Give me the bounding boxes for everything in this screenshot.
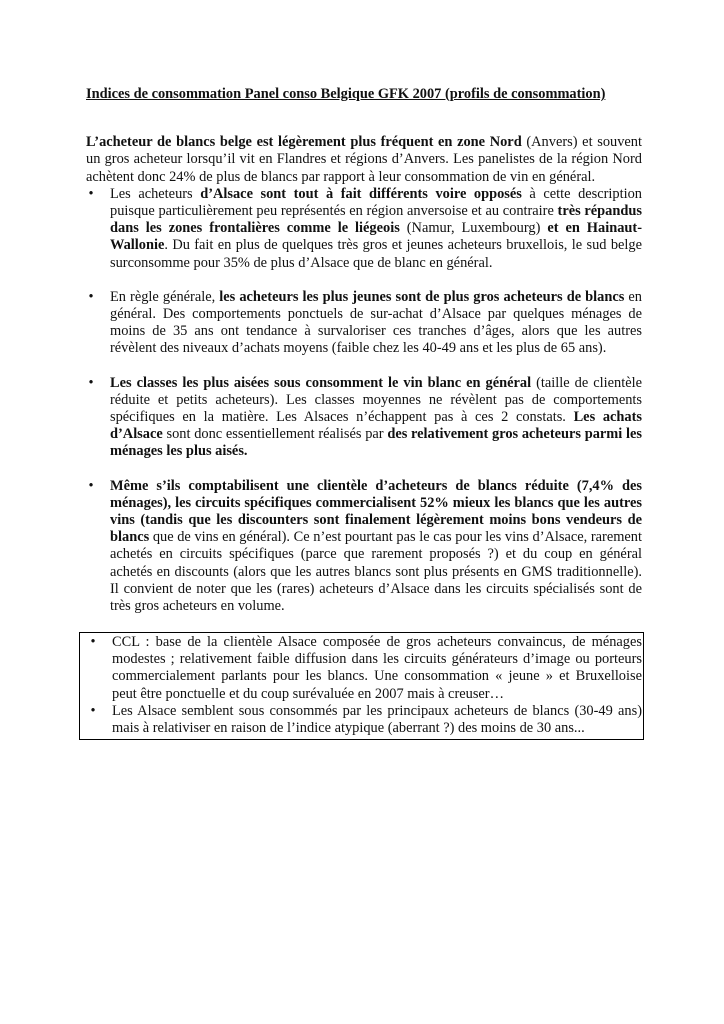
finding-text: . Du fait en plus de quelques très gros et jeunes acheteurs bruxellois, le sud belge surconsomme pour 35% de plus d’Alsace que de blanc en général. [110, 237, 642, 271]
finding-alsace-regions [86, 186, 642, 272]
finding-text: (Namur, Luxembourg) [399, 220, 548, 237]
conclusion-text: CCL : base de la clientèle Alsace composée de gros acheteurs convaincus, de ménages modestes ; relativement faible diffusion dans les circuits générateurs d’image ou porteurs commercialement parlants pour les blancs. Une consommation « jeune » et Bruxelloise peut être ponctuelle et du coup surévaluée en 2007 mais à creuser… [112, 634, 642, 702]
finding-bold: Les achats d’Alsace [110, 409, 643, 443]
finding-specific-circuits [86, 478, 642, 616]
finding-bold: Les classes les plus aisées sous consomment le vin blanc en général [110, 374, 532, 391]
conclusion-text: Les Alsace semblent sous consommés par les principaux acheteurs de blancs (30-49 ans) mais à relativiser en raison de l’indice atypique (aberrant ?) des moins de 30 ans... [112, 702, 642, 737]
conclusion-item [88, 634, 643, 703]
finding-text: que de vins en général). Ce n’est pourtant pas le cas pour les vins d’Alsace, rarement achetés en circuits spécifiques (parce que rarement proposés ?) et du coup en général achetés en discounts (alors que les autres blancs sont plus présents en GMS traditionnelle). Il convient de noter que les (rares) acheteurs d’Alsace dans les circuits spécialisés sont de très gros acheteurs en volume. [110, 529, 642, 615]
finding-bold: les acheteurs les plus jeunes sont de plus gros acheteurs de blancs [219, 288, 625, 305]
finding-wealthy-classes [86, 375, 642, 461]
document-page [86, 86, 642, 615]
finding-young-buyers [86, 289, 642, 358]
conclusion-item [88, 703, 643, 737]
finding-bold: d’Alsace sont tout à fait différents voire opposés [200, 185, 522, 202]
bullet-icon: • [88, 185, 94, 202]
list-spacer [86, 461, 642, 478]
list-spacer [86, 272, 642, 289]
bullet-icon: • [88, 374, 94, 391]
conclusion-box [79, 632, 644, 740]
findings-list [86, 186, 642, 615]
finding-text: à cette description puisque particulièrement peu représentés en région anversoise et au contraire [110, 185, 643, 220]
bullet-icon: • [90, 634, 96, 650]
document-title: Indices de consommation Panel conso Belgique GFK 2007 (profils de consommation) [86, 86, 606, 102]
finding-text: (taille de clientèle réduite et petits acheteurs). Les classes moyennes ne révèlent pas de comportements spécifiques en la matière. Les Alsaces n’échappent pas à ces 2 constats. [110, 374, 642, 426]
finding-text: En règle générale, [110, 288, 220, 305]
bullet-icon: • [90, 702, 96, 719]
bullet-icon: • [88, 477, 94, 494]
intro-bold-1: L’acheteur de blancs belge est légèrement plus fréquent en zone Nord [86, 134, 522, 151]
finding-text: Les acheteurs [110, 185, 201, 202]
finding-bold: très répandus dans les zones frontalières comme le liégeois [110, 203, 642, 237]
list-spacer [86, 358, 642, 375]
finding-bold: et en Hainaut-Wallonie [110, 220, 642, 254]
finding-text: sont donc essentiellement réalisés par [162, 426, 388, 443]
bullet-icon: • [88, 288, 94, 305]
intro-paragraph [86, 134, 642, 186]
finding-bold: Même s’ils comptabilisent une clientèle d’acheteurs de blancs réduite (7,4% des ménages), les circuits spécifiques commercialisent 52% mieux les blancs que les autres vins (tandis que les discounters sont finalement légèrement moins bons vendeurs de blancs [110, 477, 642, 546]
conclusion-list [88, 634, 643, 737]
intro-text-1: (Anvers) et souvent un gros acheteur lorsqu’il vit en Flandres et régions d’Anvers. Les panelistes de la région Nord achètent donc 24% de plus de blancs par rapport à leur consommation de vin en général. [86, 134, 643, 185]
finding-bold: des relativement gros acheteurs parmi les ménages les plus aisés. [110, 426, 642, 460]
finding-text: en général. Des comportements ponctuels de sur-achat d’Alsace par quelques ménages de moins de 35 ans ont tendance à survaloriser ces tranches d’âges, alors que les autres révèlent des niveaux d’achats moyens (faible chez les 40-49 ans et les plus de 65 ans). [110, 288, 642, 357]
